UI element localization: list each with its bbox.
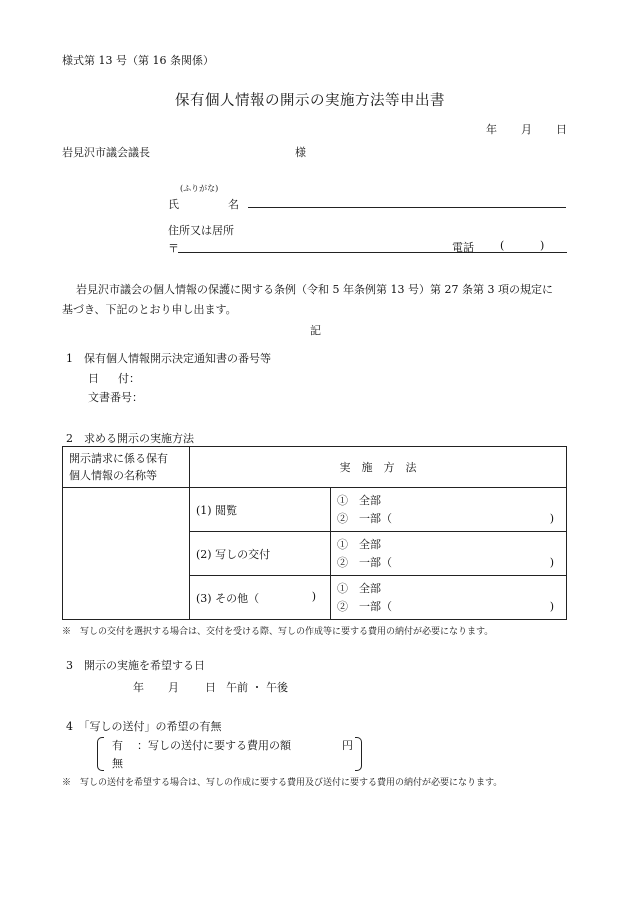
col2-header-label: 実 施 方 法 [339,461,417,474]
method-1-label: (1) 閲覧 [196,503,238,517]
table-header-col1 [63,447,190,488]
method-table [62,446,567,620]
method-2-opt-all[interactable]: ① 全部 [337,537,381,551]
date-day-label: 日 [556,123,567,136]
phone-paren-close: ) [540,239,545,252]
section1-date-label-first: 日 [88,372,99,385]
section4-note: ※ 写しの送付を希望する場合は、写しの作成に要する費用及び送付に要する費用の納付が必要になります。 [62,778,503,788]
method-1-opt-all[interactable]: ① 全部 [337,493,381,507]
phone-paren-open: ( [500,239,505,252]
method-options-cell [331,488,567,532]
name-label-second: 名 [228,198,239,211]
method-2-opt-close: ) [549,555,554,569]
section4-yes-text: ：写しの送付に要する費用の額 [137,739,291,752]
table-header-col2 [190,447,567,488]
section3-month-label: 月 [168,681,179,694]
address-label: 住所又は居所 [168,224,234,237]
col1-header-line1: 開示請求に係る保有 [69,452,168,465]
section4-heading: 4 「写しの送付」の希望の有無 [66,720,222,733]
method-2-label: (2) 写しの交付 [196,547,271,561]
section3-heading: 3 開示の実施を希望する日 [66,659,205,672]
left-bracket [97,737,104,771]
method-1-opt-partial[interactable]: ② 一部（ [337,511,392,525]
section4-yes-option[interactable]: 有 [112,739,123,752]
method-label-cell [190,488,331,532]
method-label-cell [190,532,331,576]
furigana-label: (ふりがな) [180,184,219,193]
section3-year-label: 年 [133,681,144,694]
section1-doc-number-label: 文書番号： [88,391,143,404]
method-1-opt-close: ) [549,511,554,525]
method-3-opt-close: ) [549,599,554,613]
name-label-first: 氏 [168,198,179,211]
postal-mark: 〒 [168,242,179,255]
ki-label: 記 [310,324,321,337]
section4-yen-label: 円 [342,739,353,752]
method-3-label-close: ) [311,589,316,603]
method-3-opt-partial[interactable]: ② 一部（ [337,599,392,613]
section3-ampm-choice[interactable]: 午前 ・ 午後 [226,681,288,694]
section4-no-option[interactable]: 無 [112,757,123,770]
method-2-opt-partial[interactable]: ② 一部（ [337,555,392,569]
form-number: 様式第 13 号（第 16 条関係） [62,54,214,67]
phone-label: 電話 [452,241,474,254]
body-text-line-1: 岩見沢市議会の個人情報の保護に関する条例（令和 5 年条例第 13 号）第 27 条第 3 項の規定に [76,283,553,296]
section3-day-label: 日 [205,681,216,694]
section2-note: ※ 写しの交付を選択する場合は、交付を受ける際、写しの作成等に要する費用の納付が必要になります。 [62,627,494,637]
method-3-label: (3) その他（ [196,591,260,605]
section2-heading: 2 求める開示の実施方法 [66,432,194,445]
name-input-line[interactable] [248,207,566,208]
method-options-cell [331,576,567,620]
address-input-line[interactable] [178,252,567,253]
method-label-cell [190,576,331,620]
table-header-row [63,447,567,488]
info-name-cell[interactable] [63,488,190,620]
body-text-line-2: 基づき、下記のとおり申し出ます。 [62,303,237,316]
right-bracket [355,737,362,771]
method-3-opt-all[interactable]: ① 全部 [337,581,381,595]
date-year-label: 年 [486,123,497,136]
date-month-label: 月 [521,123,532,136]
section1-heading: 1 保有個人情報開示決定通知書の番号等 [66,352,271,365]
col1-header-line2: 個人情報の名称等 [69,469,157,482]
addressee-suffix: 様 [295,146,306,159]
table-row [63,488,567,532]
section1-date-label-second: 付： [118,372,140,385]
page-title: 保有個人情報の開示の実施方法等申出書 [175,93,445,109]
addressee-name: 岩見沢市議会議長 [62,146,150,159]
method-options-cell [331,532,567,576]
